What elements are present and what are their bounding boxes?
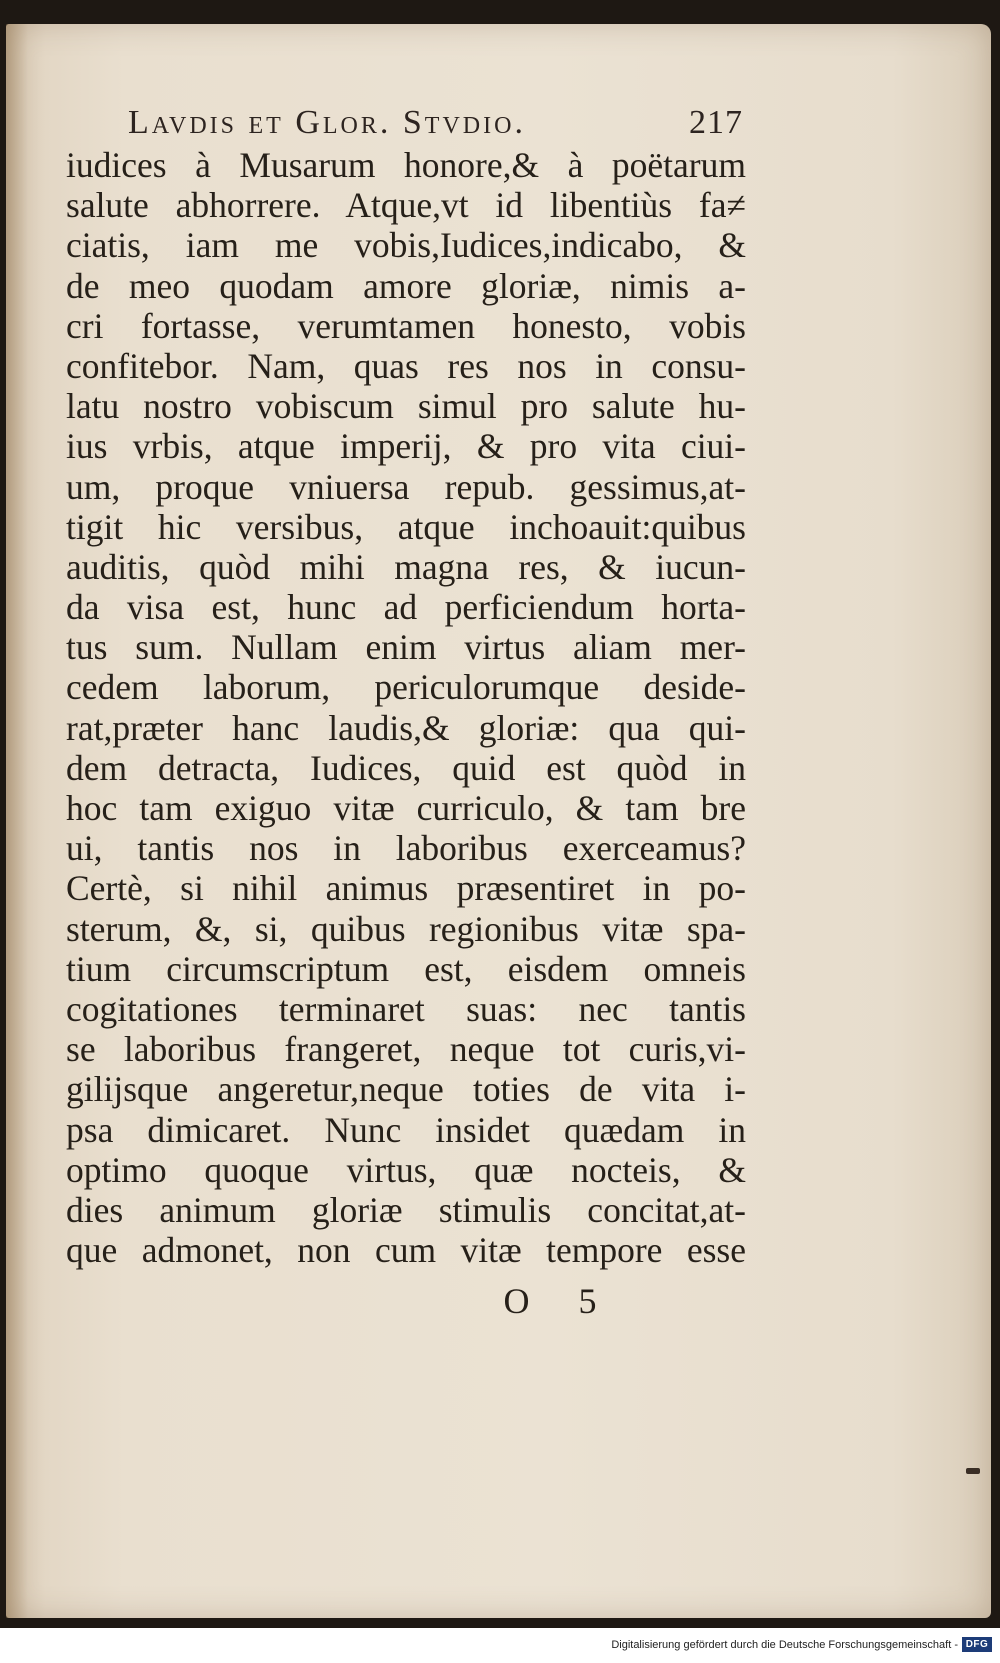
text-line: cogitationes terminaret suas: nec tantis [66, 988, 746, 1029]
text-line: tigit hic versibus, atque inchoauit:quibus [66, 506, 746, 547]
text-line: psa dimicaret. Nunc insidet quædam in [66, 1109, 746, 1150]
page-header [128, 97, 743, 149]
text-line: gilijsque angeretur,neque toties de vita i- [66, 1069, 746, 1110]
text-line: Certè, si nihil animus præsentiret in po- [66, 868, 746, 909]
text-line: auditis, quòd mihi magna res, & iucun- [66, 546, 746, 587]
dfg-logo: DFG [962, 1637, 992, 1652]
funding-credit: Digitalisierung gefördert durch die Deutsche Forschungsgemeinschaft - [611, 1639, 958, 1651]
text-line: dies animum gloriæ stimulis concitat,at- [66, 1189, 746, 1230]
text-line: cri fortasse, verumtamen honesto, vobis [66, 305, 746, 346]
text-line: rat,præter hanc laudis,& gloriæ: qua qui- [66, 707, 746, 748]
text-line: cedem laborum, periculorumque deside- [66, 667, 746, 708]
page-edge-mark [966, 1468, 980, 1474]
footer-bar [0, 1628, 1000, 1663]
text-line: optimo quoque virtus, quæ nocteis, & [66, 1149, 746, 1190]
text-line: se laboribus frangeret, neque tot curis,vi- [66, 1029, 746, 1070]
text-line: ui, tantis nos in laboribus exerceamus? [66, 828, 746, 869]
text-line: ciatis, iam me vobis,Iudices,indicabo, & [66, 225, 746, 266]
text-line: salute abhorrere. Atque,vt id libentiùs fa≠ [66, 185, 746, 226]
signature-mark: O 5 [503, 1281, 617, 1321]
running-head: Lavdis et Glor. Stvdio. [128, 104, 526, 141]
text-line: da visa est, hunc ad perficiendum horta- [66, 587, 746, 628]
text-line: confitebor. Nam, quas res nos in consu- [66, 345, 746, 386]
body-text [66, 145, 746, 1270]
text-line: um, proque vniuersa repub. gessimus,at- [66, 466, 746, 507]
text-line: tium circumscriptum est, eisdem omneis [66, 948, 746, 989]
text-line: hoc tam exiguo vitæ curriculo, & tam bre [66, 788, 746, 828]
text-line: iudices à Musarum honore,& à poëtarum [66, 145, 746, 185]
text-line: dem detracta, Iudices, quid est quòd in [66, 747, 746, 788]
text-line: que admonet, non cum vitæ tempore esse [66, 1230, 746, 1271]
text-line: tus sum. Nullam enim virtus aliam mer- [66, 627, 746, 668]
text-line: latu nostro vobiscum simul pro salute hu- [66, 386, 746, 427]
text-line: sterum, &, si, quibus regionibus vitæ spa- [66, 908, 746, 949]
text-line: ius vrbis, atque imperij, & pro vita ciui- [66, 426, 746, 467]
text-line: de meo quodam amore gloriæ, nimis a- [66, 265, 746, 306]
page-number: 217 [689, 104, 743, 141]
page-gutter-shadow [6, 24, 28, 1618]
